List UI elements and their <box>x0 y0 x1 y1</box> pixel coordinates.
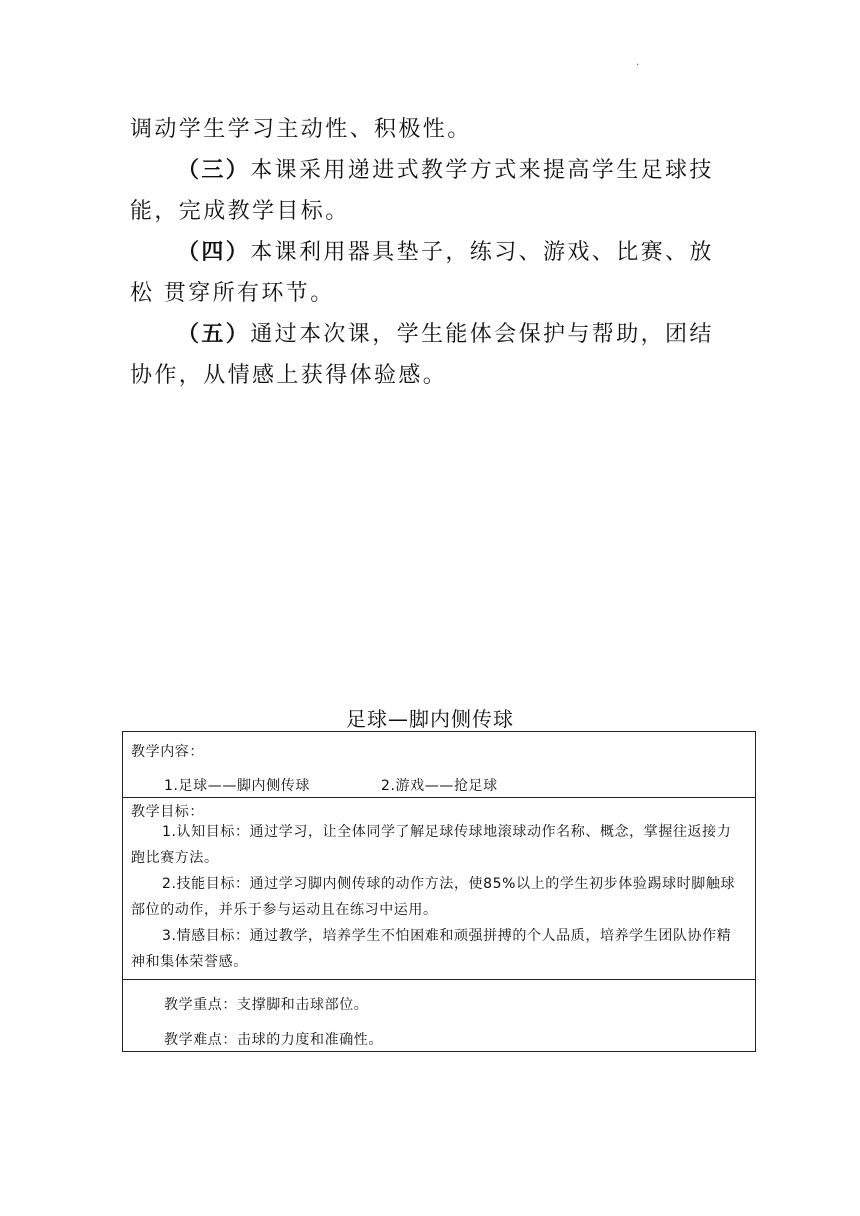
lesson-title: 足球—脚内侧传球 <box>346 707 514 731</box>
teaching-goals-label: 教学目标： <box>131 804 204 820</box>
paragraph-five <box>130 314 730 396</box>
page-mark: · <box>636 60 640 71</box>
paragraph-three-number: （三） <box>177 158 251 183</box>
content-item-1: 1.足球——脚内侧传球 <box>164 778 310 794</box>
paragraph-four-number: （四） <box>177 240 251 265</box>
content-item-2: 2.游戏——抢足球 <box>381 778 498 794</box>
paragraph-five-text: 通过本次课，学生能体会保护与帮助，团结协作，从情感上获得体验感。 <box>130 322 714 388</box>
goal-emotion: 3.情感目标：通过教学，培养学生不怕困难和顽强拼搏的个人品质，培养学生团队协作精神和集体荣誉感。 <box>131 928 732 970</box>
paragraph-three <box>130 150 730 232</box>
key-point: 教学重点：支撑脚和击球部位。 <box>164 997 369 1013</box>
teaching-content-cell <box>123 732 755 798</box>
goal-cognitive: 1.认知目标：通过学习，让全体同学了解足球传球地滚球动作名称、概念，掌握往返接力跑比赛方法。 <box>131 824 732 866</box>
key-points-cell <box>123 980 755 1051</box>
paragraph-four-text: 本课利用器具垫子，练习、游戏、比赛、放松 贯穿所有环节。 <box>130 240 714 306</box>
difficult-point: 教学难点：击球的力度和准确性。 <box>164 1032 383 1048</box>
paragraph-continuation: 调动学生学习主动性、积极性。 <box>130 117 472 142</box>
paragraph-four <box>130 232 730 314</box>
lesson-plan-table <box>122 731 756 1052</box>
goal-skill: 2.技能目标：通过学习脚内侧传球的动作方法，使85%以上的学生初步体验踢球时脚触球部位的动作，并乐于参与运动且在练习中运用。 <box>131 876 736 918</box>
teaching-content-label: 教学内容： <box>131 744 204 760</box>
teaching-goals-cell <box>123 798 755 980</box>
paragraph-three-text: 本课采用递进式教学方式来提高学生足球技能，完成教学目标。 <box>130 158 714 224</box>
paragraph-five-number: （五） <box>177 322 251 347</box>
